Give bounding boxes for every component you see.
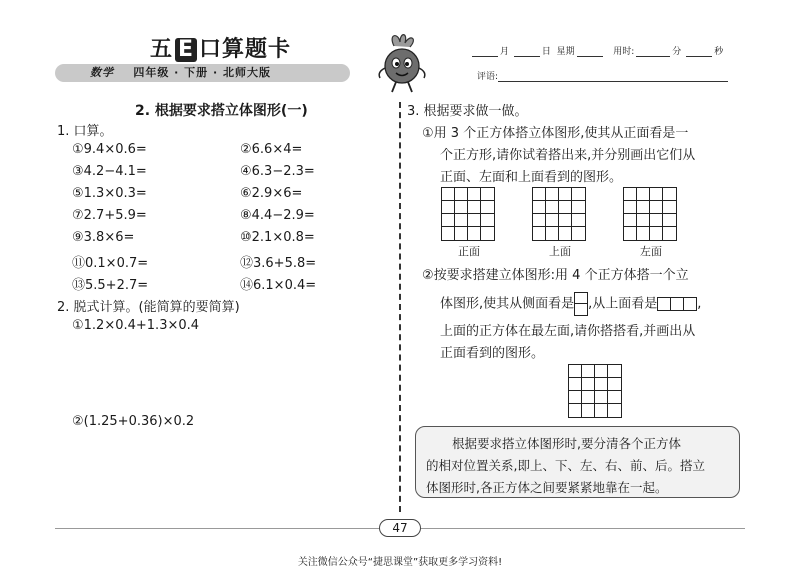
tip-line-1: 根据要求搭立体图形时,要分清各个正方体 [452, 436, 681, 451]
date-time-fields [470, 44, 723, 57]
brand-post: 口算题卡 [199, 37, 292, 62]
q1-item: ⑦2.7+5.9= [72, 208, 147, 223]
card-brand-title [150, 32, 291, 63]
q3-part1-line1: ①用 3 个正方体搭立体图形,使其从正面看是一 [422, 126, 689, 141]
q2-item-1: ①1.2×0.4+1.3×0.4 [72, 318, 200, 333]
q1-item: ⑪0.1×0.7= [72, 256, 149, 271]
q1-heading: 1. 口算。 [57, 124, 113, 139]
q3-part1-line2: 个正方形,请你试着搭出来,并分别画出它们从 [440, 148, 696, 163]
tip-line-2: 的相对位置关系,即上、下、左、右、前、后。搭立 [426, 458, 705, 473]
month-label: 月 [500, 47, 510, 57]
q1-item: ⑤1.3×0.3= [72, 186, 147, 201]
tip-box [415, 426, 740, 498]
q2-heading: 2. 脱式计算。(能简算的要简算) [57, 300, 240, 315]
comment-label: 评语: [477, 72, 499, 82]
minute-blank[interactable] [636, 47, 670, 57]
weekday-blank[interactable] [577, 47, 603, 57]
grid-label-front: 正面 [458, 245, 480, 258]
q1-item: ④6.3−2.3= [240, 164, 315, 179]
comment-field [477, 69, 728, 82]
left-view-grid[interactable] [623, 187, 677, 241]
q3-part2-line3: 上面的正方体在最左面,请你搭搭看,并画出从 [440, 324, 696, 339]
q3-part2-line1: ②按要求搭建立体图形:用 4 个正方体搭一个立 [422, 268, 689, 283]
q1-item: ⑬5.5+2.7= [72, 278, 149, 293]
top-view-grid[interactable] [532, 187, 586, 241]
q3-part2-text-c: , [697, 296, 702, 312]
q1-item: ⑩2.1×0.8= [240, 230, 315, 245]
time-used-label: 用时: [613, 47, 635, 57]
page-number: 47 [379, 519, 421, 537]
q1-item: ⑧4.4−2.9= [240, 208, 315, 223]
grade-label: 四年级 · 下册 · 北师大版 [133, 66, 272, 79]
radish-mascot-icon [372, 32, 432, 94]
q3-part2-text-b: ,从上面看是 [588, 296, 658, 312]
subject-label: 数学 [90, 66, 114, 79]
front-view-grid[interactable] [441, 187, 495, 241]
day-blank[interactable] [514, 47, 540, 57]
q1-item: ⑫3.6+5.8= [240, 256, 317, 271]
side-view-shape-icon [574, 292, 588, 316]
q3-part2-line2 [440, 292, 701, 316]
q3-heading: 3. 根据要求做一做。 [407, 104, 528, 119]
q3-part2-line4: 正面看到的图形。 [440, 346, 545, 361]
grid-label-left: 左面 [640, 245, 662, 258]
month-blank[interactable] [472, 47, 498, 57]
q1-item: ③4.2−4.1= [72, 164, 147, 179]
front-view-answer-grid[interactable] [568, 364, 622, 418]
brand-e-logo: E [175, 38, 197, 62]
footer-note: 关注微信公众号“捷思课堂”获取更多学习资料! [297, 557, 503, 568]
q1-item: ⑨3.8×6= [72, 230, 135, 245]
brand-pre: 五 [150, 37, 174, 62]
top-view-shape-icon [657, 297, 697, 311]
tip-line-3: 体图形时,各正方体之间要紧紧地靠在一起。 [426, 480, 668, 495]
grid-label-top: 上面 [549, 245, 571, 258]
q3-part1-line3: 正面、左面和上面看到的图形。 [440, 170, 623, 185]
q1-item: ②6.6×4= [240, 142, 303, 157]
second-blank[interactable] [686, 47, 712, 57]
q3-part2-text-a: 体图形,使其从侧面看是 [440, 296, 575, 312]
q1-item: ⑭6.1×0.4= [240, 278, 317, 293]
second-label: 秒 [714, 47, 724, 57]
minute-label: 分 [672, 47, 682, 57]
subject-bar [55, 64, 350, 82]
q1-item: ①9.4×0.6= [72, 142, 147, 157]
q1-item: ⑥2.9×6= [240, 186, 303, 201]
comment-blank[interactable] [498, 72, 728, 82]
lesson-title: 2. 根据要求搭立体图形(一) [135, 103, 308, 119]
day-label: 日 [541, 47, 551, 57]
weekday-label: 星期 [556, 47, 575, 57]
column-divider [399, 102, 401, 512]
q2-item-2: ②(1.25+0.36)×0.2 [72, 414, 195, 429]
